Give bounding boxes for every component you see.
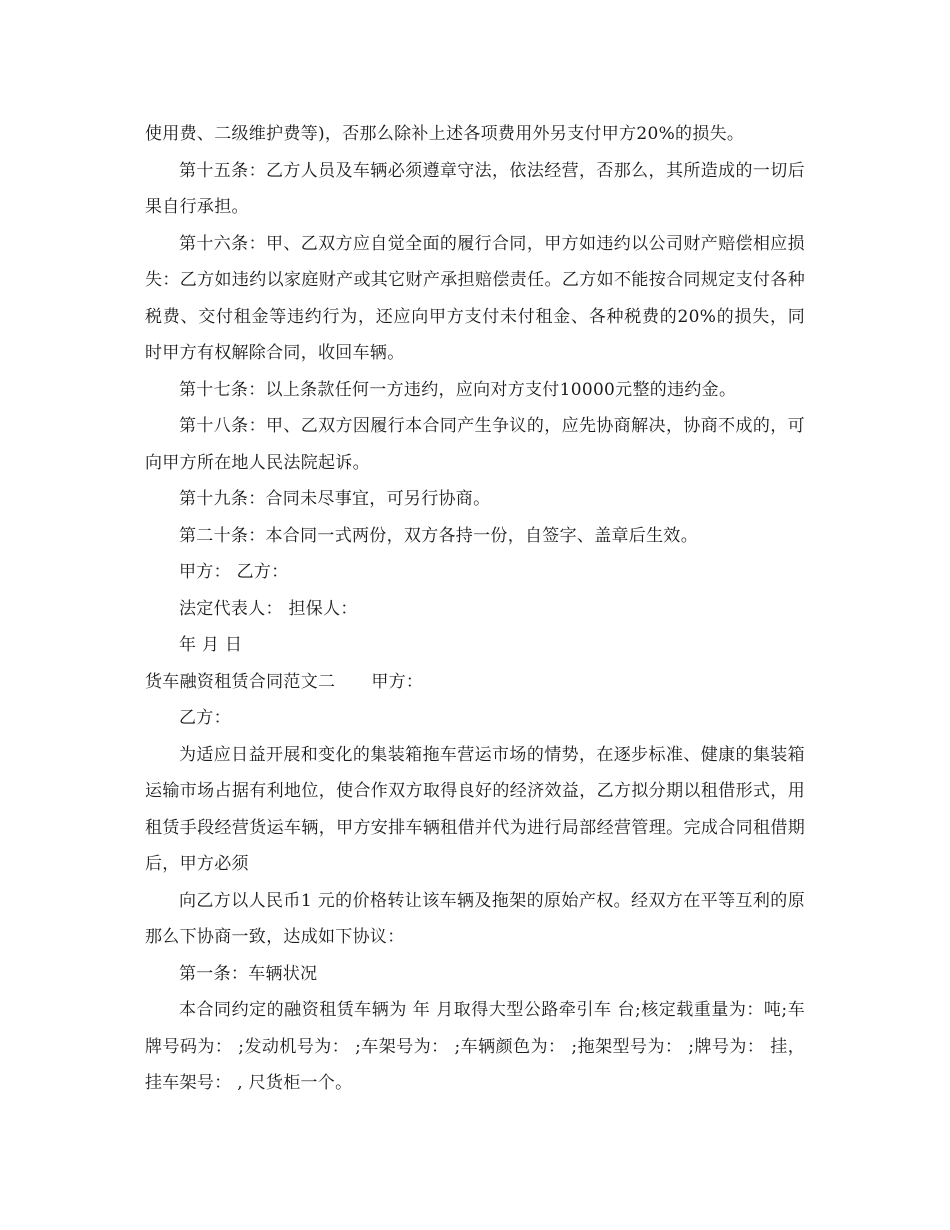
paragraph-fee-clause: 使用费、二级维护费等)，否那么除补上述各项费用外另支付甲方20%的损失。 — [145, 124, 745, 144]
paragraph-article-18: 第十八条：甲、乙双方因履行本合同产生争议的，应先协商解决，协商不成的，可向甲方所在地人民法院起诉。 — [145, 416, 805, 473]
document-body — [145, 116, 805, 1102]
paragraph-article-19: 第十九条：合同未尽事宜，可另行协商。 — [179, 489, 491, 509]
signature-parties-line: 甲方： 乙方： — [179, 562, 289, 582]
signature-representative-line: 法定代表人： 担保人： — [179, 598, 358, 619]
paragraph-article-16: 第十六条：甲、乙双方应自觉全面的履行合同，甲方如违约以公司财产赔偿相应损失：乙方如违约以家庭财产或其它财产承担赔偿责任。乙方如不能按合同规定支付各种税费、交付租金等违约行为，还应向甲方支付未付租金、各种税费的20%的损失，同时甲方有权解除合同，收回车辆。 — [145, 233, 805, 363]
second-contract-party-b: 乙方： — [179, 708, 231, 728]
paragraph-article-17: 第十七条：以上条款任何一方违约，应向对方支付10000元整的违约金。 — [179, 379, 737, 400]
signature-date-line: 年 月 日 — [179, 635, 243, 655]
second-contract-party-a: 甲方： — [371, 671, 424, 692]
paragraph-article-20: 第二十条：本合同一式两份，双方各持一份，自签字、盖章后生效。 — [179, 525, 698, 546]
second-contract-heading-line — [145, 664, 805, 701]
paragraph-transfer-terms: 向乙方以人民币1 元的价格转让该车辆及拖架的原始产权。经双方在平等互利的原那么下协商一致，达成如下协议： — [145, 890, 805, 947]
paragraph-contract-purpose: 为适应日益开展和变化的集装箱拖车营运市场的情势，在逐步标准、健康的集装箱运输市场占据有利地位，使合作双方取得良好的经济效益，乙方拟分期以租借形式，用租赁手段经营货运车辆，甲方安排车辆租借并代为进行局部经营管理。完成合同租借期后，甲方必须 — [145, 744, 805, 874]
paragraph-article-15: 第十五条：乙方人员及车辆必须遵章守法，依法经营，否那么，其所造成的一切后果自行承担。 — [145, 160, 805, 217]
paragraph-vehicle-details: 本合同约定的融资租赁车辆为 年 月取得大型公路牵引车 台;核定载重量为：吨;车牌号码为： ;发动机号为： ;车架号为： ;车辆颜色为： ;拖架型号为： ;牌号为： 挂，挂车架号： , 尺货柜一个。 — [145, 1000, 805, 1093]
second-contract-title: 货车融资租赁合同范文二 — [145, 671, 336, 692]
paragraph-article-1-heading: 第一条：车辆状况 — [179, 963, 318, 984]
